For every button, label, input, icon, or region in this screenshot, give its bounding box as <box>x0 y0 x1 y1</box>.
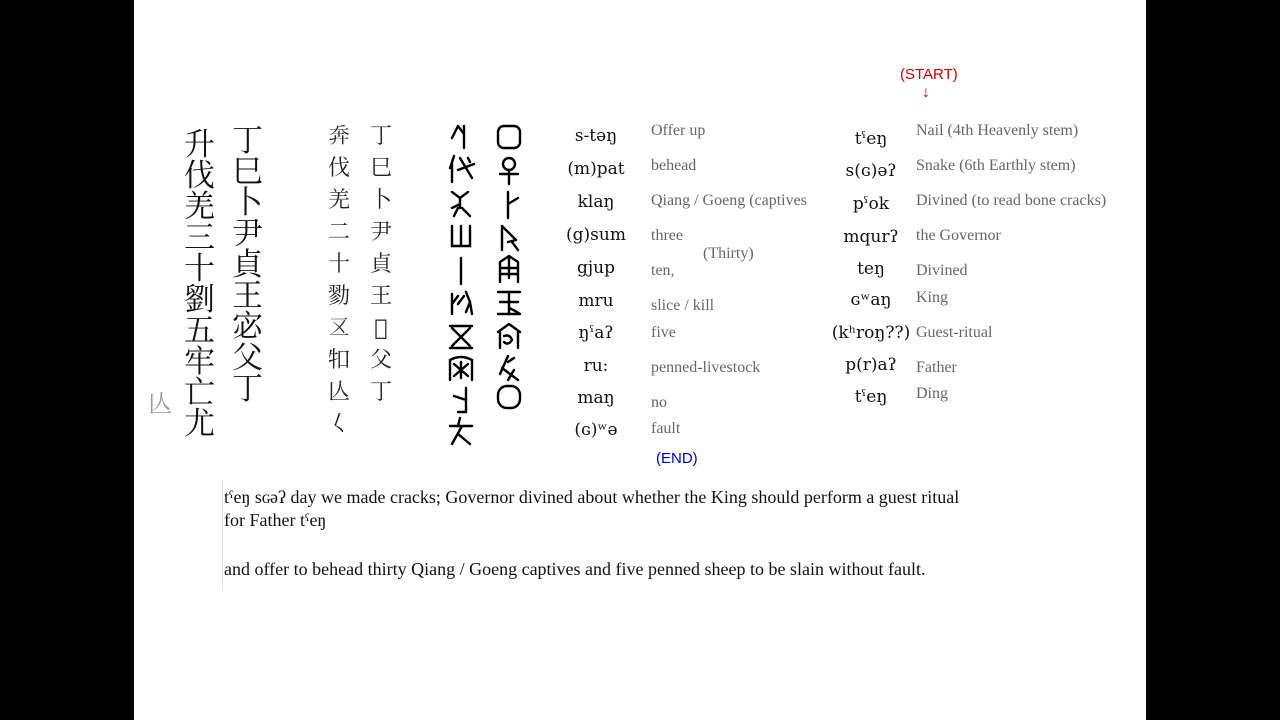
slide-page <box>134 0 1146 720</box>
phonetic-right: teŋ <box>857 259 885 279</box>
modern-char: 父 <box>232 340 263 376</box>
oracle-glyph-ding <box>498 126 520 148</box>
intermediate-char: 𢍃 <box>328 124 351 149</box>
oracle-glyph-ding-2 <box>498 386 520 408</box>
intermediate-char: 丁 <box>370 124 393 149</box>
text-cursor-rule <box>222 480 223 590</box>
intermediate-char: 十 <box>328 252 351 277</box>
modern-char: 丁 <box>232 123 263 159</box>
translation-line-2: for Father tˤeŋ <box>224 510 327 530</box>
modern-char: 亡 <box>184 375 215 411</box>
intermediate-column-left <box>328 126 350 446</box>
oracle-glyph-five <box>450 326 472 348</box>
side-mark: 亾 <box>148 390 172 418</box>
intermediate-char: 卜 <box>370 188 393 213</box>
modern-char: 牢 <box>184 344 215 380</box>
modern-char: 尤 <box>184 406 215 442</box>
modern-char: 羌 <box>184 189 215 225</box>
phonetic-left: maŋ <box>577 388 615 408</box>
modern-char: 貞 <box>232 247 263 283</box>
modern-char: 巳 <box>232 154 263 190</box>
gloss-right: Guest-ritual <box>916 324 993 341</box>
modern-column-left <box>184 127 215 442</box>
oracle-glyph-father <box>500 356 518 380</box>
phonetic-right: mqurʔ <box>843 227 899 247</box>
intermediate-char: 𠄡 <box>328 316 351 341</box>
gloss-right: King <box>916 289 948 306</box>
phonetic-left: (ɢ)ʷə <box>574 420 618 440</box>
intermediate-char: 丁 <box>370 380 393 405</box>
phonetic-left: gjup <box>577 258 615 278</box>
phonetic-right: s(ɢ)əʔ <box>845 161 897 181</box>
phonetic-left: (m)pat <box>567 159 625 179</box>
gloss-left: five <box>651 324 676 341</box>
intermediate-char: 巳 <box>370 156 393 181</box>
oracle-glyph-offer-up <box>452 126 464 148</box>
oracle-glyph-king <box>498 292 520 314</box>
gloss-left: Qiang / Goeng (captives <box>651 192 807 209</box>
intermediate-char: 王 <box>370 284 393 309</box>
gloss-right: Ding <box>916 385 948 402</box>
translation-line-1: tˤeŋ sɢəʔ day we made cracks; Governor divined about whether the King should perform a guest ritual <box>224 487 960 507</box>
gloss-right: Nail (4th Heavenly stem) <box>916 122 1079 139</box>
gloss-left: behead <box>651 157 697 174</box>
phonetic-left: s-təŋ <box>574 126 618 146</box>
gloss-right: the Governor <box>916 227 1001 244</box>
modern-char: 宓 <box>232 309 263 345</box>
gloss-left: ten, <box>651 262 675 279</box>
phonetic-left: (g)sum <box>566 225 626 245</box>
intermediate-char: 貞 <box>370 252 393 277</box>
intermediate-char: 伐 <box>328 156 351 181</box>
oracle-glyph-slice <box>452 292 472 314</box>
gloss-right: Divined <box>916 262 968 279</box>
modern-char: 伐 <box>184 158 215 194</box>
oracle-glyph-fault <box>450 418 472 444</box>
gloss-right: Snake (6th Earthly stem) <box>916 157 1076 174</box>
modern-char: 三 <box>184 220 215 256</box>
phonetic-right: tˤeŋ <box>854 129 888 149</box>
intermediate-char: 父 <box>370 348 393 373</box>
oracle-glyph-yin <box>502 226 518 250</box>
phonetic-left: ru: <box>583 356 609 376</box>
phonetic-left: mru <box>578 291 614 311</box>
intermediate-char: 尹 <box>370 220 393 245</box>
gloss-right: Father <box>916 359 957 376</box>
translation-line-3: and offer to behead thirty Qiang / Goeng captives and five penned sheep to be slain without fault. <box>224 559 926 579</box>
intermediate-char: 𡧊 <box>374 316 388 341</box>
modern-char: 尹 <box>232 216 263 252</box>
gloss-left: three <box>651 227 683 244</box>
start-label: (START) <box>900 66 958 83</box>
phonetic-left: ŋˤaʔ <box>578 323 614 343</box>
oracle-glyph-three <box>452 226 470 246</box>
oracle-glyph-zhen <box>500 256 518 282</box>
end-label: (END) <box>656 450 698 467</box>
oracle-glyph-no <box>454 388 466 412</box>
oracle-bone-column-left <box>444 122 480 448</box>
oracle-glyph-qiang <box>452 192 470 216</box>
intermediate-char: 二 <box>328 220 351 245</box>
modern-char: 五 <box>184 313 215 349</box>
gloss-left: slice / kill <box>651 297 715 314</box>
oracle-glyph-divine <box>508 192 518 218</box>
modern-char: 丁 <box>232 371 263 407</box>
oracle-glyph-guest <box>498 324 520 348</box>
oracle-glyph-penned <box>450 357 472 380</box>
gloss-left: no <box>651 394 667 411</box>
phonetic-left: klaŋ <box>577 192 615 212</box>
intermediate-char: 亾 <box>328 380 351 405</box>
intermediate-char: 羌 <box>328 188 351 213</box>
gloss-left: fault <box>651 420 681 437</box>
gloss-left: Offer up <box>651 122 706 139</box>
phonetic-right: pˤok <box>852 194 890 214</box>
oracle-glyph-snake <box>500 158 518 184</box>
phonetic-right: tˤeŋ <box>854 387 888 407</box>
thirty-label: (Thirty) <box>703 245 754 262</box>
oracle-bone-column-right <box>492 122 528 412</box>
gloss-right: Divined (to read bone cracks) <box>916 192 1107 209</box>
modern-column-right <box>232 123 263 407</box>
intermediate-char: 勠 <box>328 284 351 309</box>
phonetic-right: (kʰroŋ??) <box>831 323 911 343</box>
phonetic-right: p(r)aʔ <box>845 355 897 375</box>
intermediate-char: 𡿨 <box>328 412 351 437</box>
modern-char: 卜 <box>232 185 263 221</box>
phonetic-right: ɢʷaŋ <box>850 290 892 310</box>
modern-char: 王 <box>232 278 263 314</box>
modern-char: 十 <box>184 251 215 287</box>
intermediate-char: 𤘘 <box>328 348 351 373</box>
modern-char: 升 <box>184 127 215 163</box>
modern-char: 劉 <box>184 282 215 318</box>
oracle-glyph-behead <box>450 156 474 182</box>
intermediate-column-right <box>370 126 392 414</box>
start-arrow-icon: ↓ <box>922 84 930 101</box>
gloss-left: penned-livestock <box>651 359 761 376</box>
